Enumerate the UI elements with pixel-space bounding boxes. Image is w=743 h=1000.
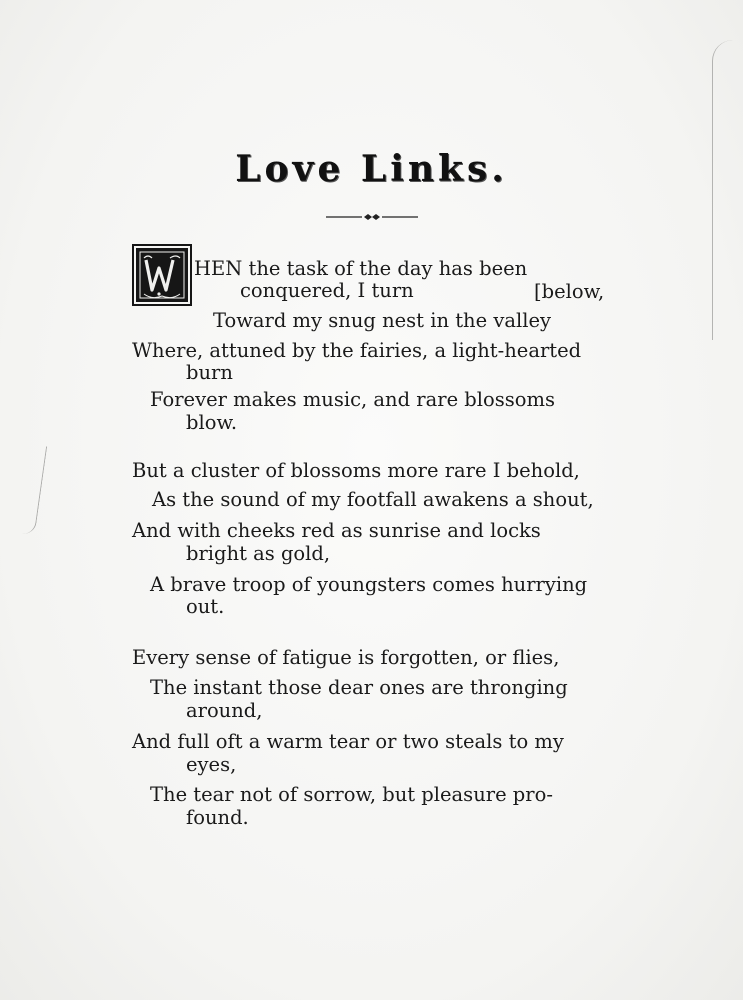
- poem-line: blow.: [186, 411, 238, 434]
- poem-line: The instant those dear ones are thronging: [150, 676, 568, 699]
- poem-line: [below,: [534, 280, 605, 303]
- poem-line: out.: [186, 595, 225, 618]
- poem-line: Every sense of fatigue is forgotten, or flies,: [132, 646, 560, 669]
- poem-line: burn: [186, 361, 233, 384]
- poem-line: HEN the task of the day has been: [194, 257, 528, 280]
- poem-line: But a cluster of blossoms more rare I behold,: [132, 459, 580, 482]
- poem-line: Toward my snug nest in the valley: [213, 309, 552, 332]
- poem-line: A brave troop of youngsters comes hurrying: [150, 573, 588, 596]
- poem-line: bright as gold,: [186, 542, 331, 565]
- poem-line: conquered, I turn: [240, 279, 414, 302]
- poem-line: found.: [186, 806, 249, 829]
- poem-line: As the sound of my footfall awakens a shout,: [152, 488, 594, 511]
- poem-line: Where, attuned by the fairies, a light-hearted: [132, 339, 582, 362]
- poem-line: eyes,: [186, 753, 237, 776]
- poem-line: around,: [186, 699, 263, 722]
- poem-line: And full oft a warm tear or two steals to my: [132, 730, 564, 753]
- poem-line: Forever makes music, and rare blossoms: [150, 388, 556, 411]
- poem-title: Love Links.: [0, 148, 743, 190]
- poem-line: And with cheeks red as sunrise and locks: [132, 519, 541, 542]
- poem-line: The tear not of sorrow, but pleasure pro-: [150, 783, 553, 806]
